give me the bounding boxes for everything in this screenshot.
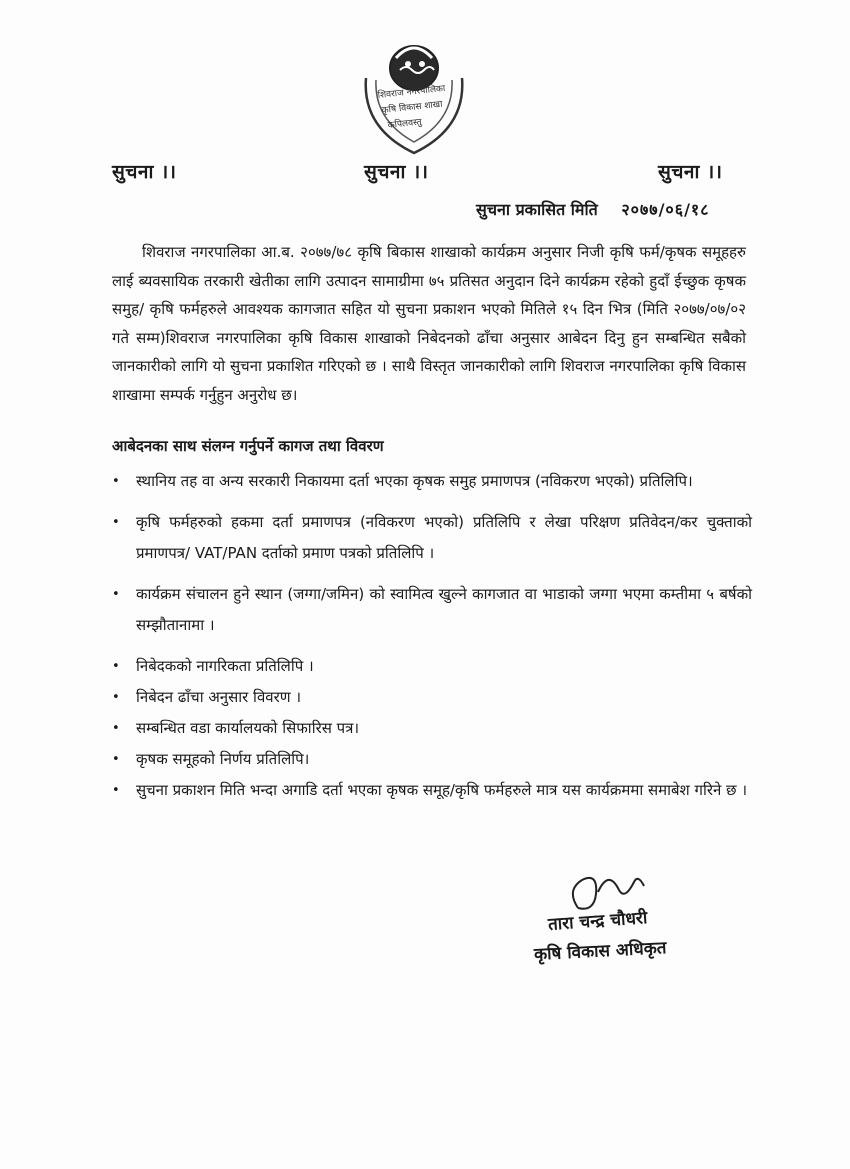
publication-date-label: सुचना प्रकासित मिति [476, 200, 598, 219]
required-documents-list [112, 466, 752, 806]
list-item-text: स्थानिय तह वा अन्य सरकारी निकायमा दर्ता भएका कृषक समुह प्रमाणपत्र (नविकरण भएको) प्रतिलिपि। [136, 472, 693, 490]
bullet-icon: • [112, 721, 120, 736]
list-item-text: निबेदन ढाँचा अनुसार विवरण । [136, 688, 302, 706]
bullet-icon: • [112, 752, 120, 767]
svg-text:कृषि विकास शाखा: कृषि विकास शाखा [381, 99, 443, 116]
notice-body-paragraph: शिवराज नगरपालिका आ.ब. २०७७/७८ कृषि बिकास शाखाको कार्यक्रम अनुसार निजी कृषि फर्म/कृषक समूहहरु लाई ब्यवसायिक तरकारी खेतीका लागि उत्पादन सामाग्रीमा ७५ प्रतिसत अनुदान दिने कार्यक्रम रहेको हुदाँ ईच्छुक कृषक समुह/ कृषि फर्महरुले आवश्यक कागजात सहित यो सुचना प्रकाशन भएको मितिले १५ दिन भित्र (मिति २०७७/०७/०२ गते सम्म)शिवराज नगरपालिका कृषि विकास शाखाको निबेदनको ढाँचा अनुसार आबेदन दिनु हुन सम्बन्धित सबैको जानकारीको लागि यो सुचना प्रकाशित गरिएको छ । साथै विस्तृत जानकारीको लागि शिवराज नगरपालिका कृषि विकास शाखामा सम्पर्क गर्नुहुन अनुरोध छ। [112, 243, 746, 404]
bullet-icon: • [112, 515, 120, 530]
list-item-text: सम्बन्धित वडा कार्यालयको सिफारिस पत्र। [136, 719, 360, 737]
list-item [112, 579, 752, 641]
list-item [112, 682, 752, 713]
notice-heading-center: सुचना ।। [364, 161, 429, 183]
bullet-icon: • [112, 690, 120, 705]
list-item [112, 507, 752, 569]
svg-text:शिवराज नगरपालिका: शिवराज नगरपालिका [377, 83, 446, 101]
list-item [112, 744, 752, 775]
bullet-icon: • [112, 659, 120, 674]
list-item [112, 651, 752, 682]
list-item [112, 775, 752, 806]
svg-text:कपिलवस्तु: कपिलवस्तु [387, 117, 423, 131]
signer-name: तारा चन्द्र चौधरी [547, 908, 648, 935]
list-item [112, 713, 752, 744]
bullet-icon: • [112, 783, 120, 798]
official-seal-stamp [352, 18, 477, 168]
list-item [112, 466, 752, 497]
list-item-text: सुचना प्रकाशन मिति भन्दा अगाडि दर्ता भएका कृषक समूह/कृषि फर्महरुले मात्र यस कार्यक्रममा समाबेश गरिने छ । [136, 781, 748, 799]
signer-title: कृषि विकास अधिकृत [533, 938, 667, 965]
list-item-text: कृषक समूहको निर्णय प्रतिलिपि। [136, 750, 310, 768]
list-item-text: कार्यक्रम संचालन हुने स्थान (जग्गा/जमिन) को स्वामित्व खुल्ने कागजात वा भाडाको जग्गा भएमा कम्तीमा ५ बर्षको सम्झौतानामा । [136, 585, 752, 634]
required-documents-heading: आबेदनका साथ संलग्न गर्नुपर्ने कागज तथा विवरण [112, 437, 384, 455]
bullet-icon: • [112, 474, 120, 489]
bullet-icon: • [112, 587, 120, 602]
notice-heading-right: सुचना ।। [658, 161, 723, 183]
list-item-text: निबेदकको नागरिकता प्रतिलिपि । [136, 657, 314, 675]
list-item-text: कृषि फर्महरुको हकमा दर्ता प्रमाणपत्र (नविकरण भएको) प्रतिलिपि र लेखा परिक्षण प्रतिवेदन/कर चुक्ताको प्रमाणपत्र/ VAT/PAN दर्ताको प्रमाण पत्रको प्रतिलिपि । [136, 513, 752, 562]
publication-date-value: २०७७/०६/१८ [621, 200, 710, 219]
notice-heading-left: सुचना ।। [112, 161, 177, 183]
publication-date-line [476, 198, 710, 220]
